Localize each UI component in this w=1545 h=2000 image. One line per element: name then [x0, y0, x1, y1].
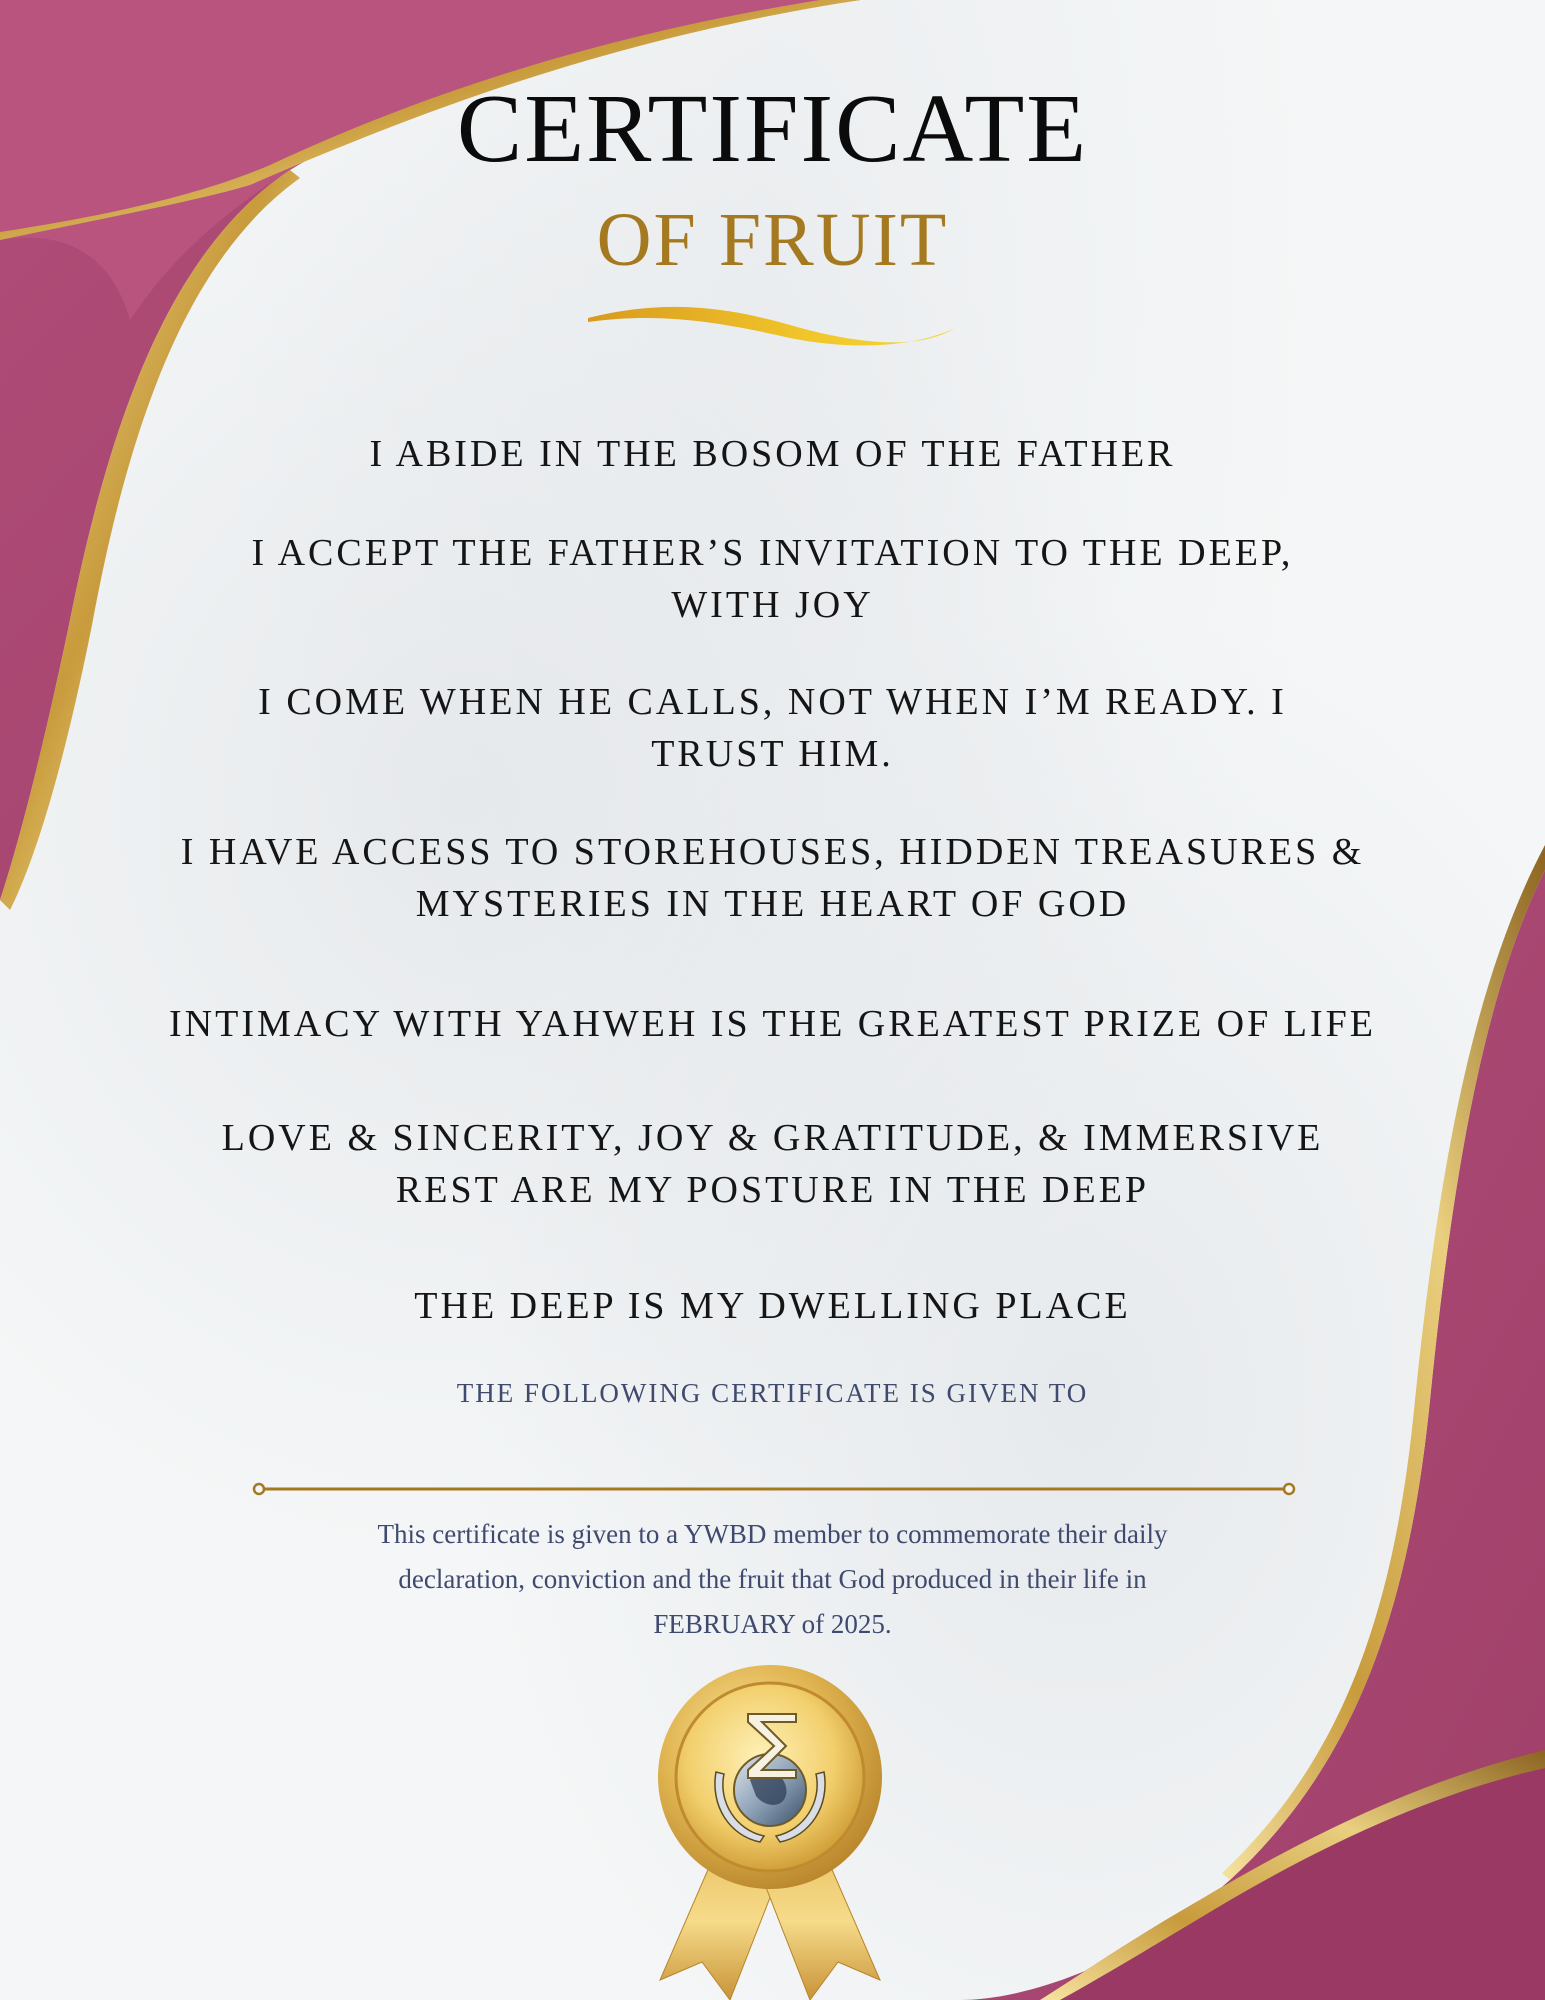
declaration-4-line-2: MYSTERIES IN THE HEART OF GOD [415, 883, 1130, 925]
declaration-4 [0, 826, 1545, 930]
description-line-2: declaration, conviction and the fruit that God produced in their life in [398, 1564, 1147, 1594]
declaration-2-line-1: I ACCEPT THE FATHER’S INVITATION TO THE DEEP, [251, 532, 1294, 574]
certificate-description [300, 1512, 1245, 1647]
given-to-label: THE FOLLOWING CERTIFICATE IS GIVEN TO [456, 1378, 1089, 1408]
declaration-7 [0, 1280, 1545, 1332]
declaration-6-line-2: REST ARE MY POSTURE IN THE DEEP [395, 1169, 1150, 1211]
gold-medal-emblem-icon [640, 1662, 900, 2000]
declaration-3-line-1: I COME WHEN HE CALLS, NOT WHEN I’M READY. I [258, 681, 1287, 723]
declaration-3-line-2: TRUST HIM. [651, 733, 894, 775]
declaration-3 [0, 676, 1545, 780]
description-line-1: This certificate is given to a YWBD member to commemorate their daily [377, 1519, 1168, 1549]
declaration-7-line-1: THE DEEP IS MY DWELLING PLACE [414, 1285, 1131, 1327]
certificate-title: CERTIFICATE [456, 75, 1089, 183]
certificate-subtitle: OF FRUIT [596, 198, 949, 282]
declaration-1 [0, 428, 1545, 480]
declaration-1-line-1: I ABIDE IN THE BOSOM OF THE FATHER [369, 433, 1176, 475]
declaration-5-line-1: INTIMACY WITH YAHWEH IS THE GREATEST PRIZE OF LIFE [169, 1003, 1376, 1045]
recipient-name-line [252, 1482, 1296, 1496]
declaration-6 [0, 1112, 1545, 1216]
declaration-5 [0, 998, 1545, 1050]
declaration-2 [0, 527, 1545, 631]
description-line-3: FEBRUARY of 2025. [653, 1609, 892, 1639]
declaration-2-line-2: WITH JOY [671, 584, 874, 626]
declaration-6-line-1: LOVE & SINCERITY, JOY & GRATITUDE, & IMMERSIVE [221, 1117, 1324, 1159]
declaration-4-line-1: I HAVE ACCESS TO STOREHOUSES, HIDDEN TREASURES & [180, 831, 1365, 873]
